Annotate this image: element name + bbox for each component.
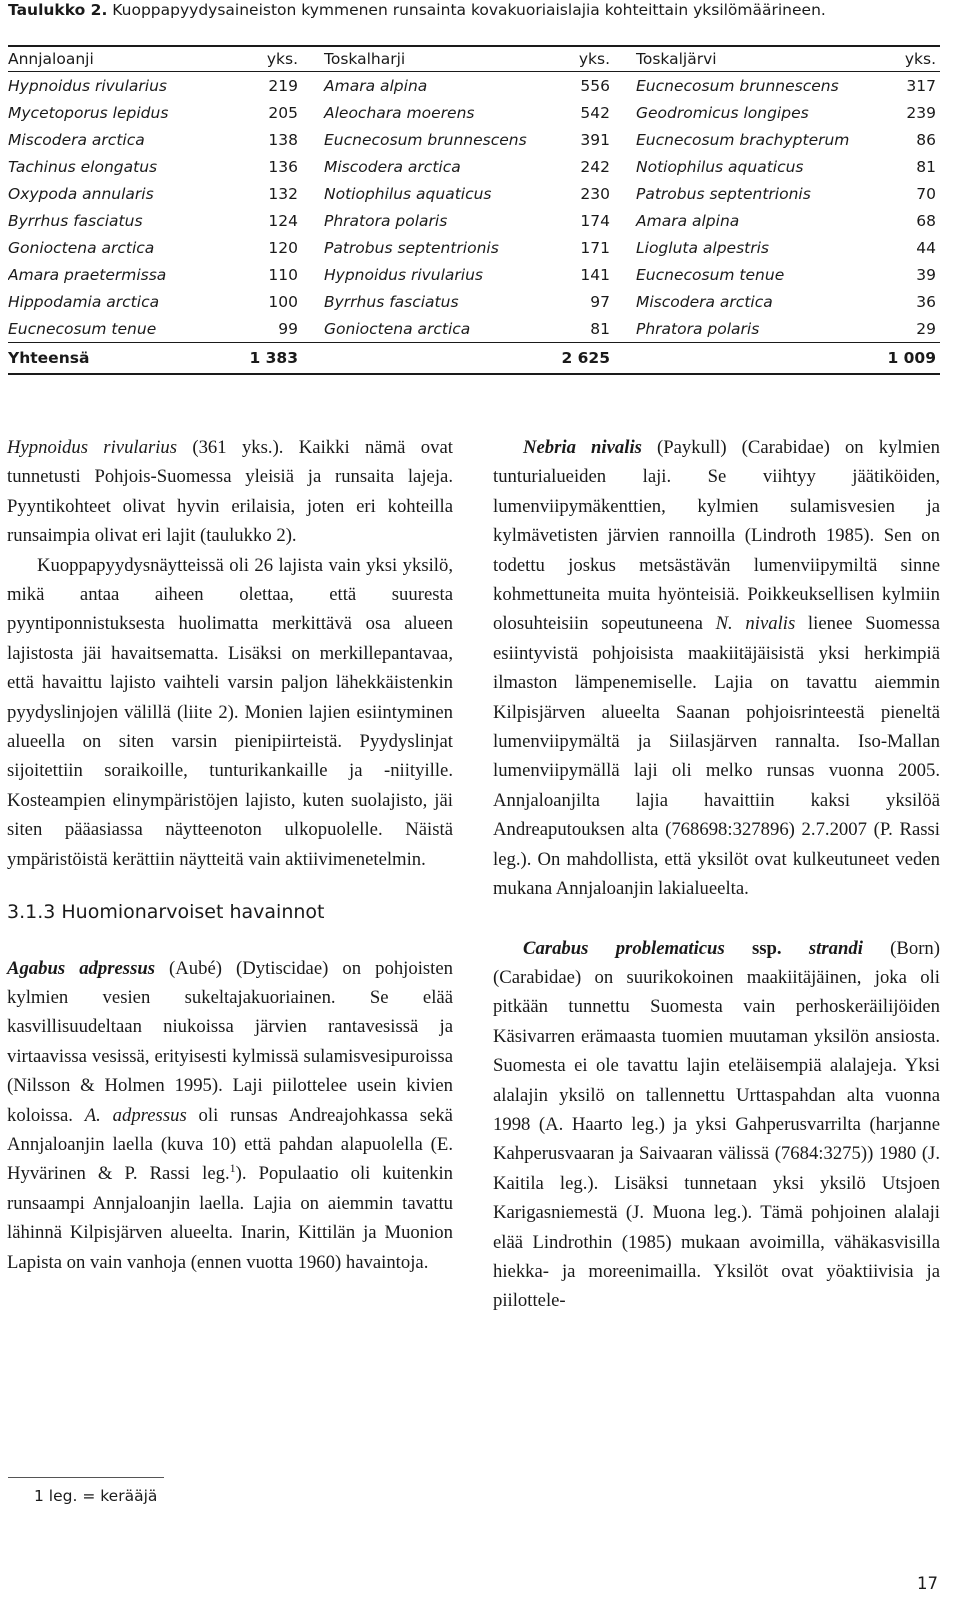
total-toskaljarvi: 1 009 (854, 343, 940, 374)
left-paragraph-2: Kuoppapyydysnäytteissä oli 26 lajista vain yksi yksilö, mikä antaa aiheen olettaa, että suuresta pyyntiponnistuksesta huolimatta merkittävä osa alueen lajistosta jäi havaitsematta. Lisäksi on merkillepantavaa, että havaittu lajisto vaihteli varsin paljon lähekkäistenkin pyydyslinjojen välillä (liite 2). Monien lajien esiintyminen alueella on siten varsin pienipiirteistä. Pyydyslinjat sijoitettiin soraikoille, tunturikankaille ja -niityille. Kosteampien elinympäristöjen lajisto, kuten suolajisto, jäi siten pääasiassa näytteenoton ulkopuolelle. Näistä ympäristöistä kerättiin näytteitä vain aktiivimenetelmin. (7, 554, 453, 870)
species-annjaloanji: Byrrhus fasciatus (8, 211, 143, 230)
count-annjaloanji: 110 (268, 265, 298, 284)
count-annjaloanji: 100 (268, 292, 298, 311)
count-toskalharji: 171 (580, 238, 610, 257)
header-count-3: yks. (854, 47, 940, 72)
species-annjaloanji: Tachinus elongatus (8, 157, 158, 176)
count-toskalharji: 242 (580, 157, 610, 176)
count-toskaljarvi: 39 (916, 265, 936, 284)
header-toskaljarvi: Toskaljärvi (614, 47, 854, 72)
footnote-divider (8, 1477, 164, 1478)
species-toskaljarvi: Eucnecosum tenue (636, 265, 785, 284)
species-toskalharji: Amara alpina (324, 76, 428, 95)
count-toskalharji: 542 (580, 103, 610, 122)
species-annjaloanji: Hypnoidus rivularius (8, 76, 168, 95)
species-annjaloanji: Mycetoporus lepidus (8, 103, 169, 122)
table-row (8, 72, 940, 100)
right-paragraph-2: Carabus problematicus ssp. strandi (Born) (Carabidae) on suurikokoinen maakiitäjäinen, joka oli pitkään tunnettu Suomesta vain perhoskeräilijöiden Käsivarren erämaasta tuomien muutaman yksilön ansiosta. Suomesta ei ole tavattu lajin eteläisempiä alalajeja. Yksi alalajin yksilö on tallennettu Urttaspahdan alta vuonna 1998 (A. Haarto leg.) ja yksi Gahperusvarrilta (harjanne Kahperusvaaran ja Saivaaran välissä (7684:3275)) 1980 (J. Kaitila leg.). Lisäksi tunnetaan yksi yksilö Utsjoen Karigasniemestä (J. Muona leg.). Tämä pohjoinen alalaji elää Lindrothin (1985) mukaan avoimilla, vähäkasvisilla hiekka- ja moreenimailla. Yksilöt ovat yöaktiivisia ja piilottele- (493, 937, 940, 1312)
footnote: 1 leg. = kerääjä (34, 1487, 158, 1505)
caption-label: Taulukko 2. (8, 1, 108, 19)
species-toskalharji: Eucnecosum brunnescens (324, 130, 527, 149)
table-row (8, 126, 940, 153)
table-row (8, 153, 940, 180)
species-annjaloanji: Hippodamia arctica (8, 292, 160, 311)
species-toskaljarvi: Miscodera arctica (636, 292, 773, 311)
species-toskalharji: Aleochara moerens (324, 103, 475, 122)
table-row (8, 288, 940, 315)
header-annjaloanji: Annjaloanji (8, 47, 218, 72)
page-number: 17 (917, 1574, 938, 1593)
table-caption (8, 1, 948, 19)
species-annjaloanji: Amara praetermissa (8, 265, 167, 284)
species-annjaloanji: Oxypoda annularis (8, 184, 154, 203)
species-toskaljarvi: Amara alpina (636, 211, 740, 230)
species-toskalharji: Notiophilus aquaticus (324, 184, 492, 203)
species-toskalharji: Gonioctena arctica (324, 319, 471, 338)
species-annjaloanji: Gonioctena arctica (8, 238, 155, 257)
left-paragraph-1: Hypnoidus rivularius (361 yks.). Kaikki nämä ovat tunnetusti Pohjois-Suomessa yleisiä ja runsaita lajeja. Pyyntikohteet olivat hyvin erilaisia, joten eri kohteilla runsaimpia olivat eri lajit (taulukko 2). (7, 437, 453, 547)
species-toskalharji: Byrrhus fasciatus (324, 292, 459, 311)
right-paragraph-1: Nebria nivalis (Paykull) (Carabidae) on kylmien tunturialueiden laji. Se viihtyy jäätiköiden, lumenviipymäkenttien, kylmien sulamisvesien ja kylmävetisten järvien rannoilla (Lindroth 1985). Sen on todettu joskus metsästävän lumenviipymiltä sinne kohmettuneita muita hyönteisiä. Poikkeuksellisen kylmiin olosuhteisiin sopeutuneena N. nivalis lienee Suomessa esiintyvistä pohjoisista maakiitäjäisistä yksi herkimpiä ilmaston lämpenemiselle. Lajia on tavattu aiemmin Kilpisjärven alueelta Saanan pohjoisrinteestä pieneltä lumenviipymältä ja Siilasjärven rannalta. Iso-Mallan lumenviipymällä laji oli melko runsas vuonna 2005. Annjaloanjilta lajia havaittiin kaksi yksilöä Andreaputouksen alta (768698:327896) 2.7.2007 (P. Rassi leg.). On mahdollista, että yksilöt ovat kulkeutuneet veden mukana Annjaloanjin lakialueelta. (493, 437, 940, 900)
count-annjaloanji: 99 (278, 319, 298, 338)
left-column (7, 433, 453, 1277)
count-toskaljarvi: 70 (916, 184, 936, 203)
count-annjaloanji: 219 (268, 76, 298, 95)
total-empty-1 (302, 343, 542, 374)
header-toskalharji: Toskalharji (302, 47, 542, 72)
right-column (493, 433, 940, 1316)
table-row (8, 207, 940, 234)
count-toskaljarvi: 81 (916, 157, 936, 176)
total-annjaloanji: 1 383 (218, 343, 302, 374)
count-toskaljarvi: 86 (916, 130, 936, 149)
count-toskaljarvi: 44 (916, 238, 936, 257)
species-toskaljarvi: Geodromicus longipes (636, 103, 809, 122)
species-toskaljarvi: Eucnecosum brunnescens (636, 76, 839, 95)
species-annjaloanji: Miscodera arctica (8, 130, 145, 149)
species-name: Carabus problematicus (523, 937, 725, 959)
species-name: Nebria nivalis (523, 437, 642, 458)
species-toskalharji: Phratora polaris (324, 211, 448, 230)
total-toskalharji: 2 625 (542, 343, 614, 374)
count-annjaloanji: 132 (268, 184, 298, 203)
species-toskaljarvi: Liogluta alpestris (636, 238, 769, 257)
count-toskalharji: 230 (580, 184, 610, 203)
species-toskalharji: Miscodera arctica (324, 157, 461, 176)
count-annjaloanji: 136 (268, 157, 298, 176)
total-label: Yhteensä (8, 343, 218, 374)
count-toskaljarvi: 239 (906, 103, 936, 122)
species-toskaljarvi: Notiophilus aquaticus (636, 157, 804, 176)
species-name: Agabus adpressus (7, 957, 156, 979)
count-toskalharji: 141 (580, 265, 610, 284)
section-heading: 3.1.3 Huomionarvoiset havainnot (7, 901, 325, 924)
species-toskalharji: Patrobus septentrionis (324, 238, 499, 257)
count-toskaljarvi: 29 (916, 319, 936, 338)
count-annjaloanji: 124 (268, 211, 298, 230)
species-toskaljarvi: Eucnecosum brachypterum (636, 130, 850, 149)
total-empty-2 (614, 343, 854, 374)
species-annjaloanji: Eucnecosum tenue (8, 319, 157, 338)
count-annjaloanji: 138 (268, 130, 298, 149)
count-annjaloanji: 120 (268, 238, 298, 257)
caption-text: Kuoppapyydysaineiston kymmenen runsainta kovakuoriaislajia kohteittain yksilömäärineen. (107, 1, 826, 19)
header-count-2: yks. (542, 47, 614, 72)
species-toskaljarvi: Patrobus septentrionis (636, 184, 811, 203)
count-toskaljarvi: 36 (916, 292, 936, 311)
table-row (8, 315, 940, 343)
footnote-ref: 1 (229, 1161, 236, 1176)
count-annjaloanji: 205 (268, 103, 298, 122)
count-toskalharji: 391 (580, 130, 610, 149)
table-row (8, 180, 940, 207)
table-total-row (8, 343, 940, 374)
species-toskalharji: Hypnoidus rivularius (324, 265, 484, 284)
count-toskalharji: 97 (590, 292, 610, 311)
count-toskalharji: 174 (580, 211, 610, 230)
header-count-1: yks. (218, 47, 302, 72)
species-toskaljarvi: Phratora polaris (636, 319, 760, 338)
species-name: Hypnoidus rivularius (7, 437, 178, 458)
table-row (8, 234, 940, 261)
table-row (8, 261, 940, 288)
left-paragraph-3: Agabus adpressus (Aubé) (Dytiscidae) on pohjoisten kylmien vesien sukeltajakuoriainen. Se elää kasvillisuudeltaan niukoissa järvien rantavesissä ja virtaavissa vesissä, erityisesti kylmissä sulamisvesipuroissa (Nilsson & Holmen 1995). Laji piilottelee usein kivien koloissa. A. adpressus oli runsas Andreajohkassa sekä Annjaloanjin laella (kuva 10) että pahdan alapuolella (E. Hyvärinen & P. Rassi leg.$^1$). Populaatio oli kuitenkin runsaampi Annjaloanjin laella. Lajia on aiemmin tavattu lähinnä Kilpisjärven alueelta. Inarin, Kittilän ja Muonion Lapista on vain vanhoja (ennen vuotta 1960) havaintoja. (7, 957, 453, 1273)
table-row (8, 99, 940, 126)
count-toskalharji: 556 (580, 76, 610, 95)
count-toskaljarvi: 317 (906, 76, 936, 95)
count-toskalharji: 81 (590, 319, 610, 338)
species-table (8, 45, 940, 375)
table-header-row (8, 47, 940, 72)
count-toskaljarvi: 68 (916, 211, 936, 230)
